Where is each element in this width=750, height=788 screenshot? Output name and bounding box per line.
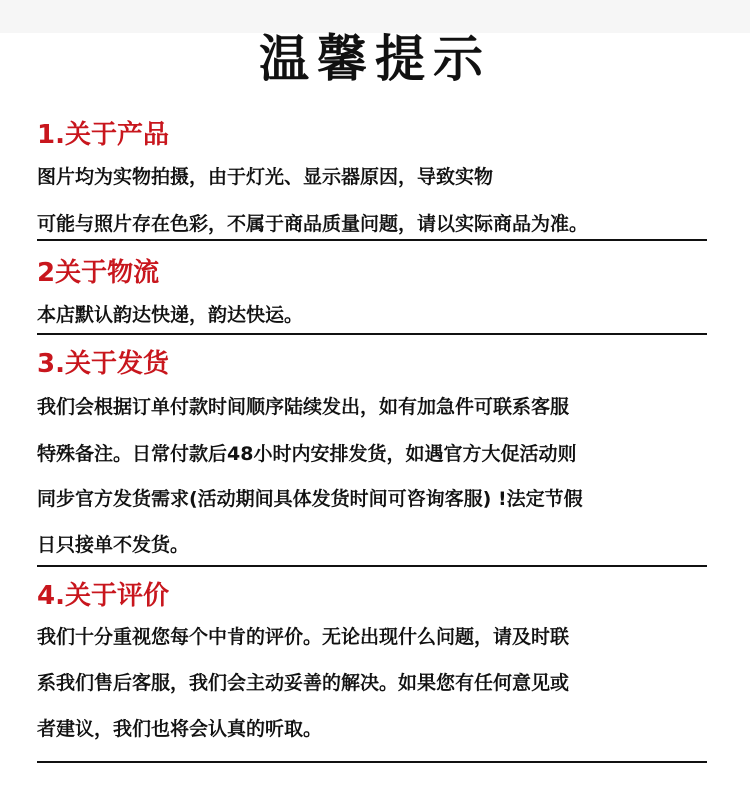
section-heading-shipping: 3.关于发货 (37, 349, 169, 379)
section-review-line-2: 系我们售后客服，我们会主动妥善的解决。如果您有任何意见或 (37, 672, 570, 694)
section-review-line-1: 我们十分重视您每个中肯的评价。无论出现什么问题，请及时联 (37, 626, 570, 648)
section-review (37, 578, 717, 740)
section-product-line-2: 可能与照片存在色彩，不属于商品质量问题，请以实际商品为准。 (37, 213, 589, 235)
section-shipping (37, 346, 717, 556)
section-logistics-line-1: 本店默认韵达快递，韵达快运。 (37, 304, 304, 326)
section-shipping-line-3: 同步官方发货需求(活动期间具体发货时间可咨询客服) !法定节假 (37, 488, 583, 510)
section-review-line-3: 者建议，我们也将会认真的听取。 (37, 718, 323, 740)
divider (37, 333, 707, 335)
divider (37, 239, 707, 241)
section-shipping-line-4: 日只接单不发货。 (37, 534, 190, 556)
section-product (37, 117, 717, 235)
section-heading-product: 1.关于产品 (37, 120, 169, 150)
section-shipping-line-1: 我们会根据订单付款时间顺序陆续发出，如有加急件可联系客服 (37, 396, 570, 418)
section-heading-logistics: 2关于物流 (37, 258, 160, 288)
divider (37, 565, 707, 567)
section-product-line-1: 图片均为实物拍摄，由于灯光、显示器原因，导致实物 (37, 166, 494, 188)
page-title: 温馨提示 (259, 30, 491, 88)
section-logistics (37, 255, 717, 326)
divider (37, 761, 707, 763)
section-shipping-line-2: 特殊备注。日常付款后48小时内安排发货，如遇官方大促活动则 (37, 443, 577, 465)
section-heading-review: 4.关于评价 (37, 581, 169, 611)
